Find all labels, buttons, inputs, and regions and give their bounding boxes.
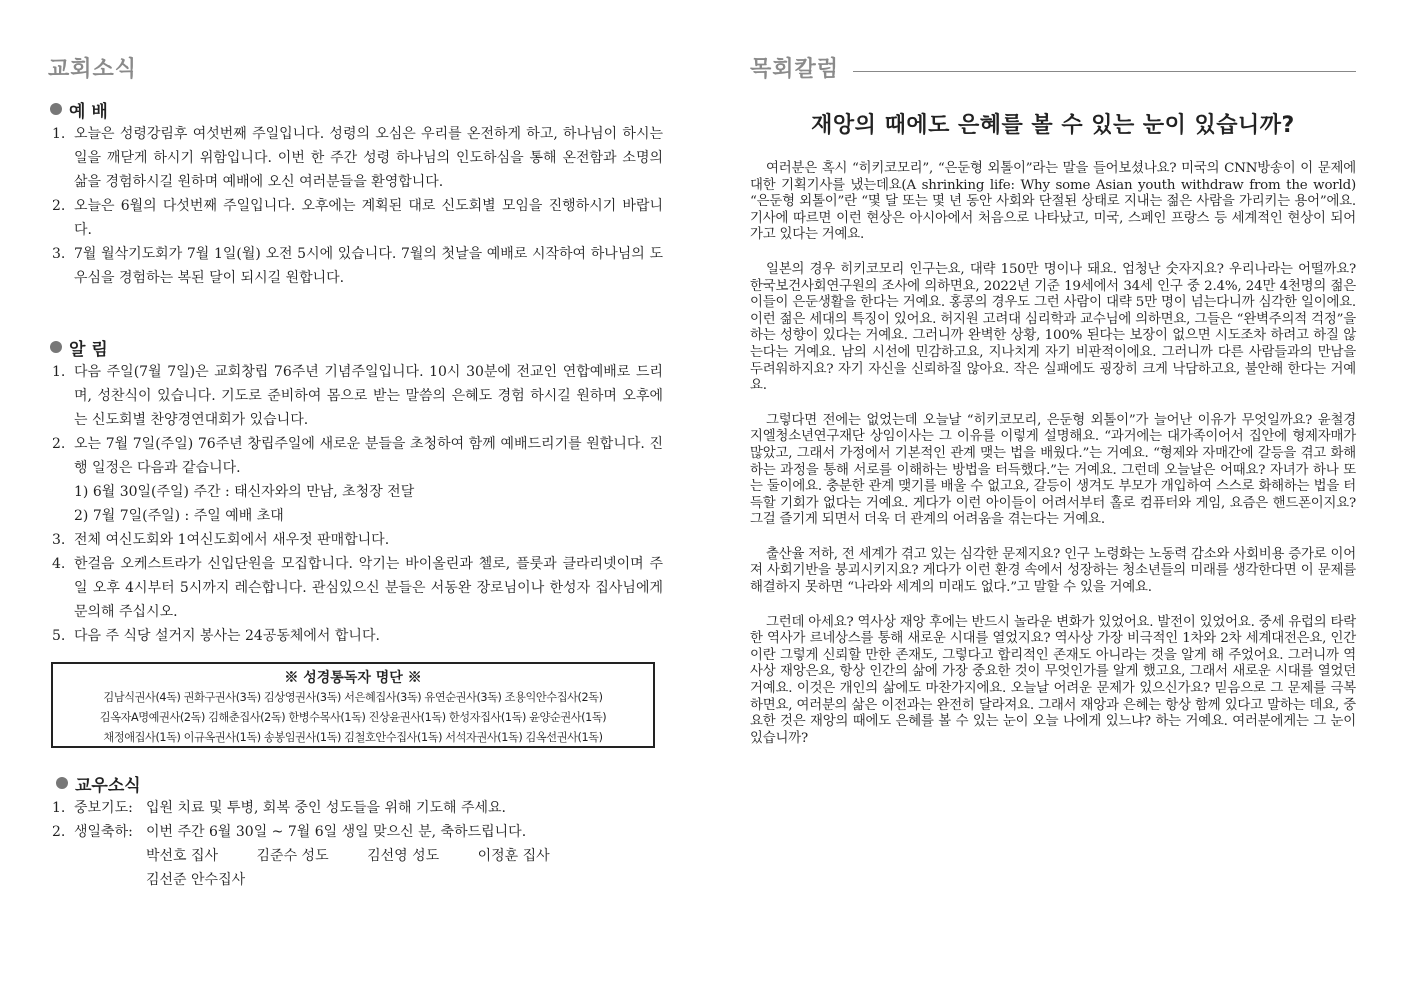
- worship-heading: [48, 96, 663, 122]
- column-paragraph: 여러분은 혹시 “히키코모리”, “은둔형 외톨이”라는 말을 들어보셨나요? 미국의 CNN방송이 이 문제에 대한 기획기사를 냈는데요(A shrinking life: Why some Asian youth withdraw from the world) “은둔형 외톨이”란 “몇 달 또는 몇 년 동안 사회와 단절된 상태로 지내는 젊은 사람을 가리키는 용어”에요. 기사에 따르면 이런 현상은 아시아에서 처음으로 나타났고, 미국, 스페인 프랑스 등 세계적인 현상이 되어가고 있다는 거예요.: [750, 161, 1356, 243]
- list-item: [48, 242, 663, 290]
- item-text: 다음 주일(7월 7일)은 교회창립 76주년 기념주일입니다. 10시 30분에 전교인 연합예배로 드리며, 성찬식이 있습니다. 기도로 준비하여 몸으로 받는 말씀의 은혜도 경험 하시길 원하며 오후에는 신도회별 찬양경연대회가 있습니다.: [74, 364, 663, 428]
- list-item: [48, 122, 663, 194]
- pastor-column: [750, 52, 1356, 765]
- list-item: [48, 432, 663, 480]
- birthday-name: 김선영 성도: [367, 848, 440, 864]
- notice-list: [48, 360, 663, 480]
- list-item: [48, 528, 663, 552]
- item-text: 전체 여신도회와 1여신도회에서 새우젓 판매합니다.: [74, 532, 390, 548]
- notice-list-cont: [48, 528, 663, 648]
- bullet-icon: [50, 341, 62, 353]
- church-news-title: 교회소식: [48, 56, 138, 82]
- members-heading-label: 교우소식: [75, 775, 141, 796]
- item-number: 3.: [52, 246, 66, 262]
- worship-heading-label: 예 배: [69, 101, 108, 122]
- item-number: 5.: [52, 628, 66, 644]
- bible-readers-line: 김옥자A명예권사(2독) 김해춘집사(2독) 한병수목사(1독) 진상윤권사(1독) 한성자집사(1독) 윤양순권사(1독): [99, 711, 607, 724]
- birthday-name: 이정훈 집사: [477, 848, 550, 864]
- birthday-name: 김준수 성도: [256, 848, 329, 864]
- pastor-column-title-row: [750, 52, 1356, 86]
- pastor-column-title: 목회칼럼: [750, 56, 840, 82]
- item-text: 오늘은 성령강림후 여섯번째 주일입니다. 성령의 오심은 우리를 온전하게 하고, 하나님이 하시는 일을 깨닫게 하시기 위함입니다. 이번 한 주간 성령 하나님의 인도하심을 통해 온전함과 소명의 삶을 경험하시길 원하며 예배에 오신 여러분들을 환영합니다.: [74, 126, 663, 190]
- column-heading: 재앙의 때에도 은혜를 볼 수 있는 눈이 있습니까?: [811, 113, 1295, 138]
- birthday-text: 이번 주간 6월 30일 ~ 7월 6일 생일 맞으신 분, 축하드립니다.: [146, 824, 527, 840]
- schedule-line: 2) 7월 7일(주일) : 주일 예배 초대: [74, 508, 284, 524]
- bible-readers-title: ※ 성경통독자 명단 ※: [284, 670, 422, 686]
- item-text: 오늘은 6월의 다섯번째 주일입니다. 오후에는 계획된 대로 신도회별 모임을 진행하시기 바랍니다.: [74, 198, 663, 238]
- column-paragraph: 그런데 아세요? 역사상 재앙 후에는 반드시 놀라운 변화가 있었어요. 발전이 있었어요. 중세 유럽의 타락한 역사가 르네상스를 통해 새로운 시대를 열었지요? 역사상 가장 비극적인 1차와 2차 세계대전은요, 인간이란 그렇게 신뢰할 만한 존재도, 그렇다고 합리적인 존재도 아니라는 것을 알게 해 주었어요. 그러니까 역사상 재앙은요, 항상 인간의 삶에 가장 중요한 것이 무엇인가를 알게 했고요, 그래서 새로운 시대를 열었던 거예요. 이것은 개인의 삶에도 마찬가지에요. 오늘날 어려운 문제가 있으신가요? 믿음으로 그 문제를 극복하면요, 여러분의 삶은 이전과는 완전히 달라져요. 그래서 재앙과 은혜는 항상 함께 있다고 말하는 데요, 중요한 것은 재앙의 때에도 은혜를 볼 수 있는 눈이 오늘 나에게 있느냐? 하는 거예요. 여러분에게는 그 눈이 있습니까?: [750, 614, 1356, 746]
- birthday-name: 박선호 집사: [146, 848, 219, 864]
- list-item: [48, 552, 663, 624]
- bullet-icon: [56, 777, 68, 789]
- notice-heading: [48, 334, 663, 360]
- birthday-label: 생일축하:: [74, 824, 133, 840]
- list-item: [48, 360, 663, 432]
- item-number: 4.: [52, 556, 66, 572]
- prayer-label: 중보기도:: [74, 800, 133, 816]
- item-number: 2.: [52, 198, 66, 214]
- birthday-names-row: [146, 844, 663, 868]
- item-number: 1.: [52, 364, 66, 380]
- item-number: 1.: [52, 126, 66, 142]
- item-number: 1.: [52, 800, 66, 816]
- prayer-text: 입원 치료 및 투병, 회복 중인 성도들을 위해 기도해 주세요.: [146, 800, 507, 816]
- birthday-notice: [48, 820, 663, 892]
- church-news-column: [48, 52, 663, 892]
- item-text: 한걸음 오케스트라가 신입단원을 모집합니다. 악기는 바이올린과 첼로, 플룻과 클라리넷이며 주일 오후 4시부터 5시까지 레슨합니다. 관심있으신 분들은 서동완 장로님이나 한성자 집사님에게 문의해 주십시오.: [74, 556, 663, 620]
- column-paragraph: 출산율 저하, 전 세계가 겪고 있는 심각한 문제지요? 인구 노령화는 노동력 감소와 사회비용 증가로 이어져 사회기반을 붕괴시키지요? 게다가 이런 환경 속에서 성장하는 청소년들의 미래를 생각한다면 이 문제를 해결하지 못하면 “나라와 세계의 미래도 없다.”고 말할 수 있을 거예요.: [750, 546, 1356, 596]
- item-number: 2.: [52, 824, 66, 840]
- bullet-icon: [50, 103, 62, 115]
- column-paragraph: 일본의 경우 히키코모리 인구는요, 대략 150만 명이나 돼요. 엄청난 숫자지요? 우리나라는 어떨까요? 한국보건사회연구원의 조사에 의하면요, 2022년 기준 19세에서 34세 인구 중 2.4%, 24만 4천명의 젊은이들이 은둔생활을 한다는 거예요. 홍콩의 경우도 그런 사람이 대략 5만 명이 넘는다니까 심각한 일이에요. 이런 젊은 세대의 특징이 있어요. 허지원 고려대 심리학과 교수님에 의하면요, 그들은 “완벽주의적 걱정”을 하는 성향이 있다는 거예요. 그러니까 완벽한 상황, 100% 된다는 보장이 없으면 시도조차 하려고 하질 않는다는 거예요. 남의 시선에 민감하고요, 지나치게 자기 비판적이에요. 그러니까 다른 사람들과의 만남을 두려워하지요? 자기 자신을 신뢰하질 않아요. 작은 실패에도 굉장히 크게 낙담하고요, 불안해 한다는 거예요.: [750, 261, 1356, 394]
- notice-heading-label: 알 림: [69, 339, 108, 360]
- prayer-request: [48, 796, 663, 820]
- bible-readers-line: 김남식권사(4독) 권화구권사(3독) 김상영권사(3독) 서은혜집사(3독) 유연순권사(3독) 조용익안수집사(2독): [103, 691, 603, 704]
- members-heading: [54, 770, 663, 796]
- list-item: [48, 194, 663, 242]
- item-text: 7월 월삭기도회가 7월 1일(월) 오전 5시에 있습니다. 7월의 첫날을 예배로 시작하여 하나님의 도우심을 경험하는 복된 달이 되시길 원합니다.: [74, 246, 663, 286]
- birthday-body: [146, 820, 663, 892]
- birthday-names-row: [146, 868, 663, 892]
- item-number: 3.: [52, 532, 66, 548]
- title-divider: [853, 71, 1356, 72]
- bible-readers-box: [51, 662, 655, 748]
- schedule-line: 1) 6월 30일(주일) 주간 : 태신자와의 만남, 초청장 전달: [74, 484, 415, 500]
- column-paragraph: 그렇다면 전에는 없었는데 오늘날 “히키코모리, 은둔형 외톨이”가 늘어난 이유가 무엇일까요? 윤철경 지엘청소년연구재단 상임이사는 그 이유를 이렇게 설명해요. “과거에는 대가족이어서 집안에 형제자매가 많았고, 그래서 가정에서 기본적인 관계 맺는 법을 배웠다.”는 거예요. “형제와 자매간에 갈등을 겪고 화해하는 과정을 통해 서로를 이해하는 방법을 터득했다.”는 거예요. 그런데 오늘날은 어때요? 자녀가 하나 또는 둘이에요. 충분한 관계 맺기를 배울 수 없고요, 갈등이 생겨도 부모가 개입하여 스스로 화해하는 법을 터득할 기회가 없다는 거예요. 게다가 이런 아이들이 어려서부터 홀로 컴퓨터와 게임, 요즘은 핸드폰이지요? 그걸 즐기게 되면서 더욱 더 관계의 어려움을 겪는다는 거예요.: [750, 412, 1356, 528]
- bible-readers-line: 채정애집사(1독) 이규옥권사(1독) 송봉임권사(1독) 김철호안수집사(1독) 서석자권사(1독) 김옥선권사(1독): [103, 731, 603, 744]
- item-number: 2.: [52, 436, 66, 452]
- list-item: [48, 624, 663, 648]
- item-text: 오는 7월 7일(주일) 76주년 창립주일에 새로운 분들을 초청하여 함께 예배드리기를 원합니다. 진행 일정은 다음과 같습니다.: [74, 436, 663, 476]
- item-text: 다음 주 식당 설거지 봉사는 24공동체에서 합니다.: [74, 628, 380, 644]
- birthday-name: 김선준 안수집사: [146, 872, 246, 888]
- worship-list: [48, 122, 663, 290]
